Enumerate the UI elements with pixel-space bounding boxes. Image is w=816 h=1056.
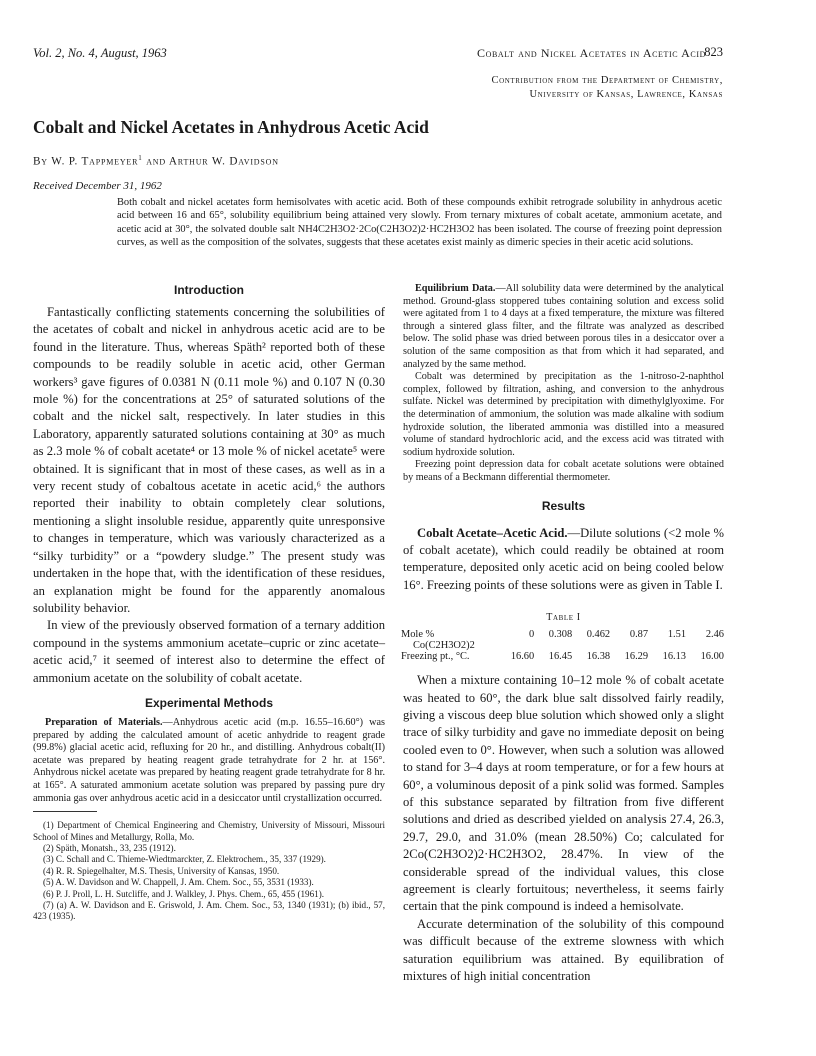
article-title: Cobalt and Nickel Acetates in Anhydrous Acetic Acid xyxy=(33,117,429,137)
table-cell: 0.87 xyxy=(629,629,649,641)
table-cell: 1.51 xyxy=(667,629,687,641)
analysis-paragraph: Cobalt was determined by precipitation as the 1-nitroso-2-naphthol complex, followed by filtration, ashing, and conversion to the anhydrous sulfate. Nickel was determined by precipitation with dimethylglyoxime. For the determination of ammonium, the solution was made alkaline with sodium hydroxide solution, the liberated ammonia was distilled into a measured volume of standard hydrochloric acid, and the excess acid was titrated with sodium hydroxide solution. xyxy=(403,371,724,458)
introduction-paragraph-1: Fantastically conflicting statements concerning the solubilities of the acetates of cobalt and nickel in anhydrous acetic acid are to be found in the literature. Thus, whereas Späth² reported both of these compounds to be readily soluble in acetic acid, other German workers³ gave figures of 0.0381 N (0.11 mole %) and 0.107 N (0.30 mole %) for the concentrations at 25° of saturated solutions of the cobalt and the nickel salt, respectively. In later studies in this Laboratory, apparently saturated solutions containing at 30° as much as 2.3 mole % of cobalt acetate⁴ or 13 mole % of nickel acetate⁵ were obtained. It is significant that in most of these cases, as well as in a very recent study of cobaltous acetate in acetic acid,⁶ the authors reported their inability to obtain completely clear solutions, mentioning a slight insoluble residue, apparently quite unresponsive to changes in temperature, which was variously characterized as a “silky turbidity” or a “powdery sludge.” The present study was undertaken in the hope that, with the identification of these residues, an explanation might be found for the apparently anomalous solubility behavior. xyxy=(33,305,385,615)
table-cell: 2.46 xyxy=(705,629,724,641)
table-cell: 16.60 xyxy=(510,651,535,663)
introduction-heading: Introduction xyxy=(174,283,244,297)
footnote: (3) C. Schall and C. Thieme-Wiedtmarckter, Z. Elektrochem., 35, 337 (1929). xyxy=(43,854,326,865)
cobalt-acetate-text: —Dilute solutions (<2 mole % of cobalt acetate), which could readily be obtained at room temperature, deposited only acetic acid on being cooled below 16°. Freezing points of these solutions were as given in Table I. xyxy=(403,525,724,592)
and-label: and xyxy=(146,155,166,168)
left-column xyxy=(33,283,385,923)
table-cell: 0.462 xyxy=(586,629,611,641)
page-number: 823 xyxy=(704,45,723,59)
footnote: (7) (a) A. W. Davidson and E. Griswold, J. Am. Chem. Soc., 53, 1340 (1931); (b) ibid., 57, 423 (1935). xyxy=(33,899,385,922)
author-line xyxy=(33,154,279,168)
footnote: (1) Department of Chemical Engineering and Chemistry, University of Missouri, Missouri School of Mines and Metallurgy, Rolla, Mo. xyxy=(33,820,385,842)
table-row xyxy=(401,651,724,662)
cobalt-acetate-label: Cobalt Acetate–Acetic Acid. xyxy=(417,525,568,540)
table-cell: 16.13 xyxy=(662,651,687,663)
footnote: (6) P. J. Proll, L. H. Sutcliffe, and J. Walkley, J. Phys. Chem., 65, 455 (1961). xyxy=(43,888,324,899)
footnote: (2) Späth, Monatsh., 33, 235 (1912). xyxy=(43,842,176,853)
table-1-caption: Table I xyxy=(546,612,581,624)
results-heading: Results xyxy=(541,498,586,513)
footnotes xyxy=(33,820,385,923)
footnote-rule xyxy=(33,811,97,812)
results-paragraph-3: Accurate determination of the solubility of this compound was difficult because of the extreme slowness with which saturation equilibrium was attained. By equilibration of mixtures of high initial concentration xyxy=(403,916,724,984)
table-1 xyxy=(401,629,724,662)
table-row-sublabel: Co(C2H3O2)2 xyxy=(413,640,475,652)
by-label: By xyxy=(33,155,48,168)
equilibrium-text: —All solubility data were determined by the analytical method. Ground-glass stoppered tubes containing solution and excess solid were agitated from 1 to 4 days at a fixed temperature, the mixture was filtered through a sintered glass filter, and the filtrate was analyzed as described below. The solid phase was dried between porous tiles in a desiccator over a solution of the same composition as that from which it had separated, and analyzed by the same method. xyxy=(403,283,725,370)
received-date: Received December 31, 1962 xyxy=(33,180,162,192)
footnote: (5) A. W. Davidson and W. Chappell, J. Am. Chem. Soc., 55, 3531 (1933). xyxy=(43,877,314,888)
table-row-label: Mole % xyxy=(401,629,435,641)
preparation-paragraph xyxy=(33,717,385,805)
freezing-point-paragraph: Freezing point depression data for cobalt acetate solutions were obtained by means of a Beckmann differential thermometer. xyxy=(403,459,724,483)
preparation-text: —Anhydrous acetic acid (m.p. 16.55–16.60°) was prepared by adding the calculated amount of acetic anhydride to reagent grade (99.8%) glacial acetic acid, refluxing for 20 hr., and distilling. Anhydrous cobalt(II) acetate was prepared by heating reagent grade tetrahydrate for 2 hr. at 156°. Anhydrous nickel acetate was prepared by heating reagent grade tetrahydrate for 8 hr. at 165°. A saturated ammonium acetate solution was prepared by passing pure dry ammonia gas over anhydrous acetic acid in a desiccator until crystallization occurred. xyxy=(33,716,385,804)
footnote: (4) R. R. Spiegelhalter, M.S. Thesis, University of Kansas, 1950. xyxy=(43,865,280,876)
equilibrium-paragraph xyxy=(403,283,724,371)
preparation-label: Preparation of Materials. xyxy=(45,716,163,728)
abstract: Both cobalt and nickel acetates form hemisolvates with acetic acid. Both of these compounds exhibit retrograde solubility in anhydrous acetic acid between 16 and 65°, solubility equilibrium being attained very slowly. From ternary mixtures of cobalt acetate, ammonium acetate, and acetic acid at 30°, the solvated double salt NH4C2H3O2·2Co(C2H3O2)2·HC2H3O2 has been isolated. The course of freezing point depression curves, as well as the composition of the solvates, suggests that these acetates exist mainly as dimeric species in their acetic acid solutions. xyxy=(117,197,722,248)
results-paragraph-2: When a mixture containing 10–12 mole % of cobalt acetate was heated to 60°, the dark blue salt dissolved fairly readily, giving a viscous deep blue solution which showed only a slight trace of silky turbidity and gave no immediate deposit on being cooled even to 0°. However, when such a solution was allowed to stand for 3–4 days at room temperature, or for a few hours at 60°, a voluminous deposit of a pink solid was formed. Samples of this substance separated by filtration from five different solutions and dried as described yielded on analysis 27.4, 26.3, 29.7, 29.0, and 31.0% (mean 28.50%) Co; calculated for 2Co(C2H3O2)2·HC2H3O2, 28.47%. In view of the considerable spread of the individual values, this close agreement is clearly fortuitous; nevertheless, it seems fairly certain that the pink compound is indeed a hemisolvate. xyxy=(403,673,724,914)
table-cell: 16.29 xyxy=(624,651,649,663)
table-cell: 0.308 xyxy=(548,629,573,641)
table-row xyxy=(401,629,724,640)
contribution-line-1: Contribution from the Department of Chemistry, xyxy=(491,75,723,86)
contribution-line-2: University of Kansas, Lawrence, Kansas xyxy=(529,89,723,100)
table-row-label: Freezing pt., °C. xyxy=(401,651,470,663)
author-1-footnote-mark: 1 xyxy=(138,154,143,162)
author-2: Arthur W. Davidson xyxy=(168,155,279,168)
table-cell: 16.00 xyxy=(700,651,724,663)
table-cell: 0 xyxy=(529,629,535,641)
cobalt-acetate-paragraph xyxy=(403,525,724,595)
contribution-note xyxy=(403,74,723,102)
author-1: W. P. Tappmeyer xyxy=(51,155,139,168)
running-header-journal: Vol. 2, No. 4, August, 1963 xyxy=(33,46,167,60)
equilibrium-label: Equilibrium Data. xyxy=(415,283,496,294)
introduction-paragraph-2: In view of the previously observed formation of a ternary addition compound in the systems ammonium acetate–cupric or zinc acetate–acetic acid,⁷ it seemed of interest also to determine the effect of ammonium acetate on the solubility of cobalt acetate. xyxy=(33,618,385,685)
right-column xyxy=(403,283,724,985)
table-row xyxy=(401,640,724,651)
experimental-heading: Experimental Methods xyxy=(144,695,274,710)
table-cell: 16.45 xyxy=(548,651,573,663)
running-header-title: Cobalt and Nickel Acetates in Acetic Acid xyxy=(476,46,706,60)
table-cell: 16.38 xyxy=(586,651,611,663)
